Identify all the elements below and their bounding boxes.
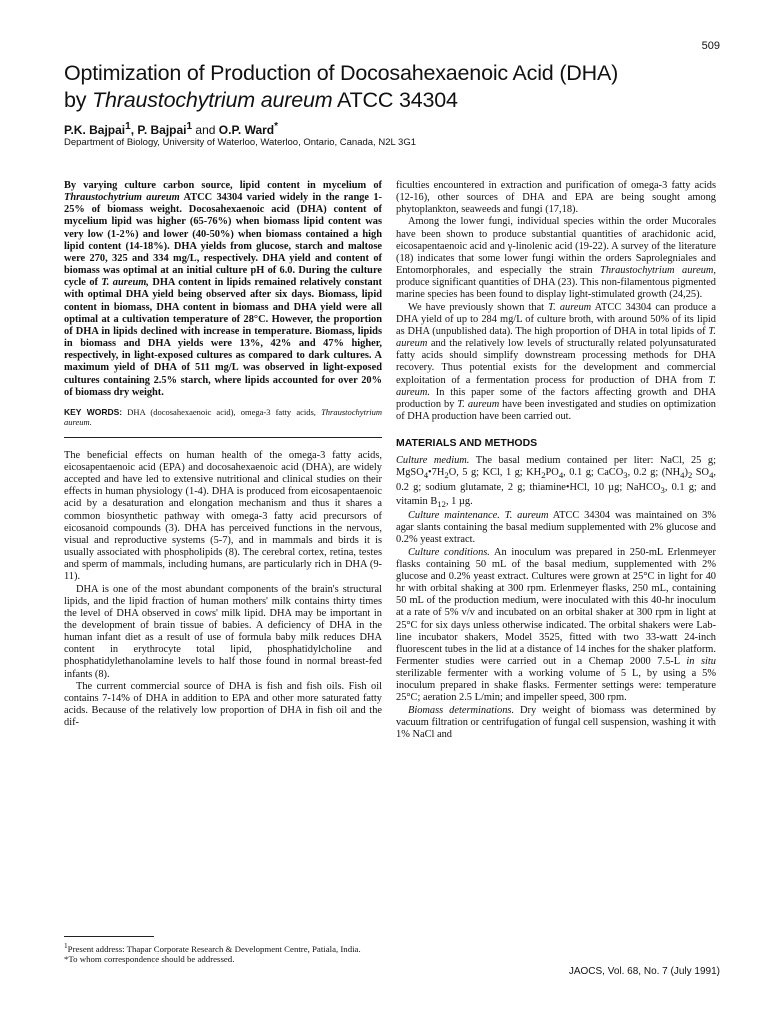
- footnotes: [64, 936, 382, 965]
- methods-text: ATCC 34304 was maintained on 3% agar slants containing the basal medium supplemented with 2% glucose and 0.2% yeast extract.: [396, 510, 716, 546]
- subsection-label: Culture medium.: [396, 455, 470, 467]
- title-by: by: [64, 88, 93, 112]
- title-species: Thraustochytrium aureum: [92, 88, 333, 112]
- footnote-2: *To whom correspondence should be addressed.: [64, 954, 235, 965]
- keywords-label: KEY WORDS:: [64, 406, 123, 417]
- paragraph-species: T. aureum: [548, 301, 592, 313]
- article-title: [64, 60, 714, 114]
- paragraph-text: In this paper some of the factors affecting growth and DHA production by: [396, 386, 716, 410]
- subscript: 4: [558, 470, 564, 481]
- abstract-text: By varying culture carbon source, lipid content in mycelium of: [64, 180, 382, 191]
- intro-paragraph-4: [396, 216, 716, 301]
- subscript: 4: [423, 470, 429, 481]
- abstract-text: DHA content in lipids remained relatively constant with optimal DHA yield being observed after six days. Biomass, lipid content in biomass, DHA content in biomass and DHA yield were all optimal at a cultivation temperature of 28°C. However, the proportion of DHA in lipids declined with increase in temperature. Biomass, lipids in biomass and DHA yields were 13%, 42% and 47% higher, respectively, in light-exposed cultures as compared to dark cultures. A maximum yield of DHA of 511 mg/L was observed in light-exposed cultures containing 2.5% starch, where lipids accounted for over 20% of biomass dry weight.: [64, 277, 382, 398]
- paragraph-text: produce significant quantities of DHA (23). This non-filamentous pigmented marine species has been found to display light-stimulated growth (24,25).: [396, 277, 716, 301]
- keywords-species: Thraustochytrium aureum.: [64, 406, 382, 427]
- paragraph-species: T. aureum: [396, 325, 716, 350]
- abstract-species: Thraustochytrium aureum: [64, 192, 180, 204]
- paragraph-species: Thraustochytrium aureum,: [600, 265, 716, 277]
- subscript: 3: [623, 470, 628, 481]
- subscript: 2: [687, 470, 693, 481]
- journal-footer: JAOCS, Vol. 68, No. 7 (July 1991): [568, 966, 720, 977]
- abstract-divider: [64, 437, 382, 438]
- author-separator: ,: [130, 123, 138, 137]
- methods-text: , 0.1 g; and vitamin B: [396, 481, 716, 507]
- methods-italic: in situ: [686, 656, 716, 668]
- paragraph-species: T. aureum.: [396, 374, 716, 398]
- methods-text: The basal medium contained per liter: NaCl, 25 g; MgSO: [396, 455, 717, 479]
- affiliation: Department of Biology, University of Waterloo, Waterloo, Ontario, Canada, N2L 3G1: [64, 137, 417, 148]
- author-list: [64, 121, 278, 137]
- methods-text: An inoculum was prepared in 250-mL Erlenmeyer flasks containing 50 mL of the basal medium, supplemented with 2% glucose and 0.2% yeast extract. Cultures were grown at 25°C in light for 40 hr with orbital shaking at 300 rpm. Erlenmeyer flasks, 250 mL, containing 50 mL of the production medium, were inoculated with this 40-hr inoculum at a rate of 5% v/v and incubated on an orbital shaker at 300 rpm in light at 25°C for six days unless otherwise indicated. The orbital shakers were Lab-line incubator shakers, Model 3525, fitted with two 33-watt 24-inch fluorescent tubes in the lid at a distance of 14 inches for the shaker platform. Fermenter studies were carried out in a Chemap 2000 7.5-L: [396, 546, 716, 668]
- subsection-label: Biomass determinations.: [408, 704, 515, 716]
- methods-text: , 0.2 g; (NH: [627, 467, 681, 479]
- page-number: 509: [701, 40, 720, 52]
- subsection-label: Culture maintenance.: [408, 510, 500, 522]
- abstract-species: T. aureum,: [101, 277, 149, 289]
- title-line-1: Optimization of Production of Docosahexaenoic Acid (DHA): [64, 61, 619, 85]
- methods-culture-maintenance: [396, 510, 716, 546]
- intro-paragraph-3: The current commercial source of DHA is fish and fish oils. Fish oil contains 7-14% of DHA in addition to EPA and other more saturated fatty acids. Because of the relatively low proportion of DHA in fish oil and the dif-: [64, 680, 382, 729]
- paragraph-species: T. aureum: [457, 398, 500, 410]
- methods-text: O, 5 g; KCl, 1 g; KH: [448, 467, 542, 479]
- paragraph-species: T. aureum: [499, 510, 549, 522]
- subscript: 12: [437, 498, 446, 509]
- subscript: 3: [660, 484, 665, 495]
- keywords: [64, 407, 382, 427]
- methods-text: , 0.2 g; sodium glutamate, 2 g; thiamine•HCl, 10 µg; NaHCO: [396, 467, 716, 493]
- author-3: O.P. Ward: [218, 123, 275, 137]
- paragraph-text: ATCC 34304 can produce a DHA yield of up to 284 mg/L of culture broth, with around 50% of its lipid as DHA (unpublished data). The high proportion of DHA in total lipids of: [396, 301, 716, 337]
- methods-text: PO: [545, 467, 559, 479]
- methods-text: SO: [692, 467, 710, 479]
- author-and: and: [192, 123, 219, 137]
- methods-text: sterilizable fermenter with a working volume of 5 L, by using a 5% inoculum prepared in shake flasks. Fermenter settings were: temperature 25°C; aeration 2.5 L/min; and impeller speed, 300 rpm.: [396, 668, 716, 704]
- abstract-text: ATCC 34304 varied widely in the range 1-25% of biomass weight. Docosahexaenoic acid (DHA) content of mycelium lipid was higher (65-76%) when biomass lipid content was very low (1-2%) and lower (40-50%) when biomass contained a high lipid content (14-18%). DHA yields from glucose, starch and maltose were 270, 325 and 334 mg/L, respectively. DHA yield and content of biomass was optimal at an initial culture pH of 6.0. During the culture cycle of: [64, 192, 382, 289]
- abstract: [64, 180, 382, 399]
- right-column: [396, 180, 716, 741]
- methods-text: , 0.1 g; CaCO: [563, 467, 624, 479]
- methods-culture-medium: [396, 455, 716, 510]
- methods-culture-conditions: [396, 547, 716, 705]
- subscript: 4: [709, 470, 714, 481]
- author-1-mark: 1: [125, 121, 131, 132]
- author-2-mark: 1: [186, 121, 193, 132]
- paragraph-text: We have previously shown that: [408, 301, 549, 313]
- left-column: [64, 180, 382, 729]
- footnote-mark: 1: [64, 941, 68, 950]
- footnote-text: Present address: Thapar Corporate Research & Development Centre, Patiala, India.: [67, 943, 361, 954]
- methods-text: , 1 µg.: [445, 495, 473, 507]
- intro-paragraph-5: [396, 302, 716, 424]
- methods-text: •7H: [428, 467, 445, 479]
- subscript: 2: [541, 470, 546, 481]
- intro-paragraph-1: The beneficial effects on human health of the omega-3 fatty acids, eicosapentaenoic acid (EPA) and docosahexaenoic acid (DHA), are widely accepted and have led to extensive nutritional and clinical studies on their effects in human physiology (1-4). DHA is produced from eicosapentaenoic acid by a desaturation and elongation mechanism and thus it shares a common biosynthetic pathway with omega-3 fatty acid precursors of eicosanoid compounds (3). DHA has perceived functions in the nervous, visual and reproductive systems (5-7), and in mammals and birds it is usually associated with phospholipids (8). The cerebral cortex, retina, testes and sperm of mammals, including humans, are particularly rich in DHA (9-11).: [64, 449, 382, 583]
- footnote-divider: [64, 936, 154, 937]
- intro-paragraph-2: DHA is one of the most abundant components of the brain's structural lipids, and the lipid fraction of human mothers' milk contains thirty times the level of DHA observed in cows' milk lipid. DHA may be important in the development of brain tissue of babies. A deficiency of DHA in the human infant diet as a result of use of formula baby milk reduces DHA content in erythrocyte total lipid, phosphatidylcholine and phosphatidylethanolamine levels to half those found in normal breast-fed infants (8).: [64, 583, 382, 680]
- subscript: 4: [680, 470, 685, 481]
- keywords-text: DHA (docosahexaenoic acid), omega-3 fatty acids,: [122, 406, 322, 417]
- paragraph-text: Among the lower fungi, individual species within the order Mucorales have been shown to produce substantial quantities of arachidonic acid, eicosapentaenoic acid and γ-linolenic acid (19-22). A survey of the literature (18) indicates that some lower fungi within the orders Saprolegniales and Entomorphorales, and especially the strain: [396, 216, 716, 277]
- footnote-1: [64, 941, 382, 954]
- methods-biomass: [396, 705, 716, 741]
- methods-text: Dry weight of biomass was determined by vacuum filtration or centrifugation of fungal cell suspension, washing it with 1% NaCl and: [396, 704, 716, 740]
- intro-paragraph-3-cont: ficulties encountered in extraction and purification of omega-3 fatty acids (12-16), other sources of DHA and EPA are being sought among phytoplankton, seaweeds and fungi (17,18).: [396, 180, 716, 216]
- subsection-label: Culture conditions.: [408, 546, 490, 558]
- section-heading-methods: MATERIALS AND METHODS: [396, 437, 538, 450]
- subscript: 2: [444, 470, 449, 481]
- title-strain: ATCC 34304: [332, 88, 458, 112]
- methods-text: ): [684, 467, 688, 479]
- paragraph-text: have been investigated and studies on optimization of DHA production have been carried out.: [396, 398, 716, 422]
- author-3-mark: *: [274, 121, 279, 132]
- author-1: P.K. Bajpai: [64, 123, 126, 137]
- paragraph-text: and the relatively low levels of structurally related polyunsaturated fatty acids should simplify downstream processing methods for DHA recovery. Thus potential exists for the development and commercial exploitation of a fermentation process for production of DHA from: [396, 338, 716, 386]
- author-2: P. Bajpai: [137, 123, 187, 137]
